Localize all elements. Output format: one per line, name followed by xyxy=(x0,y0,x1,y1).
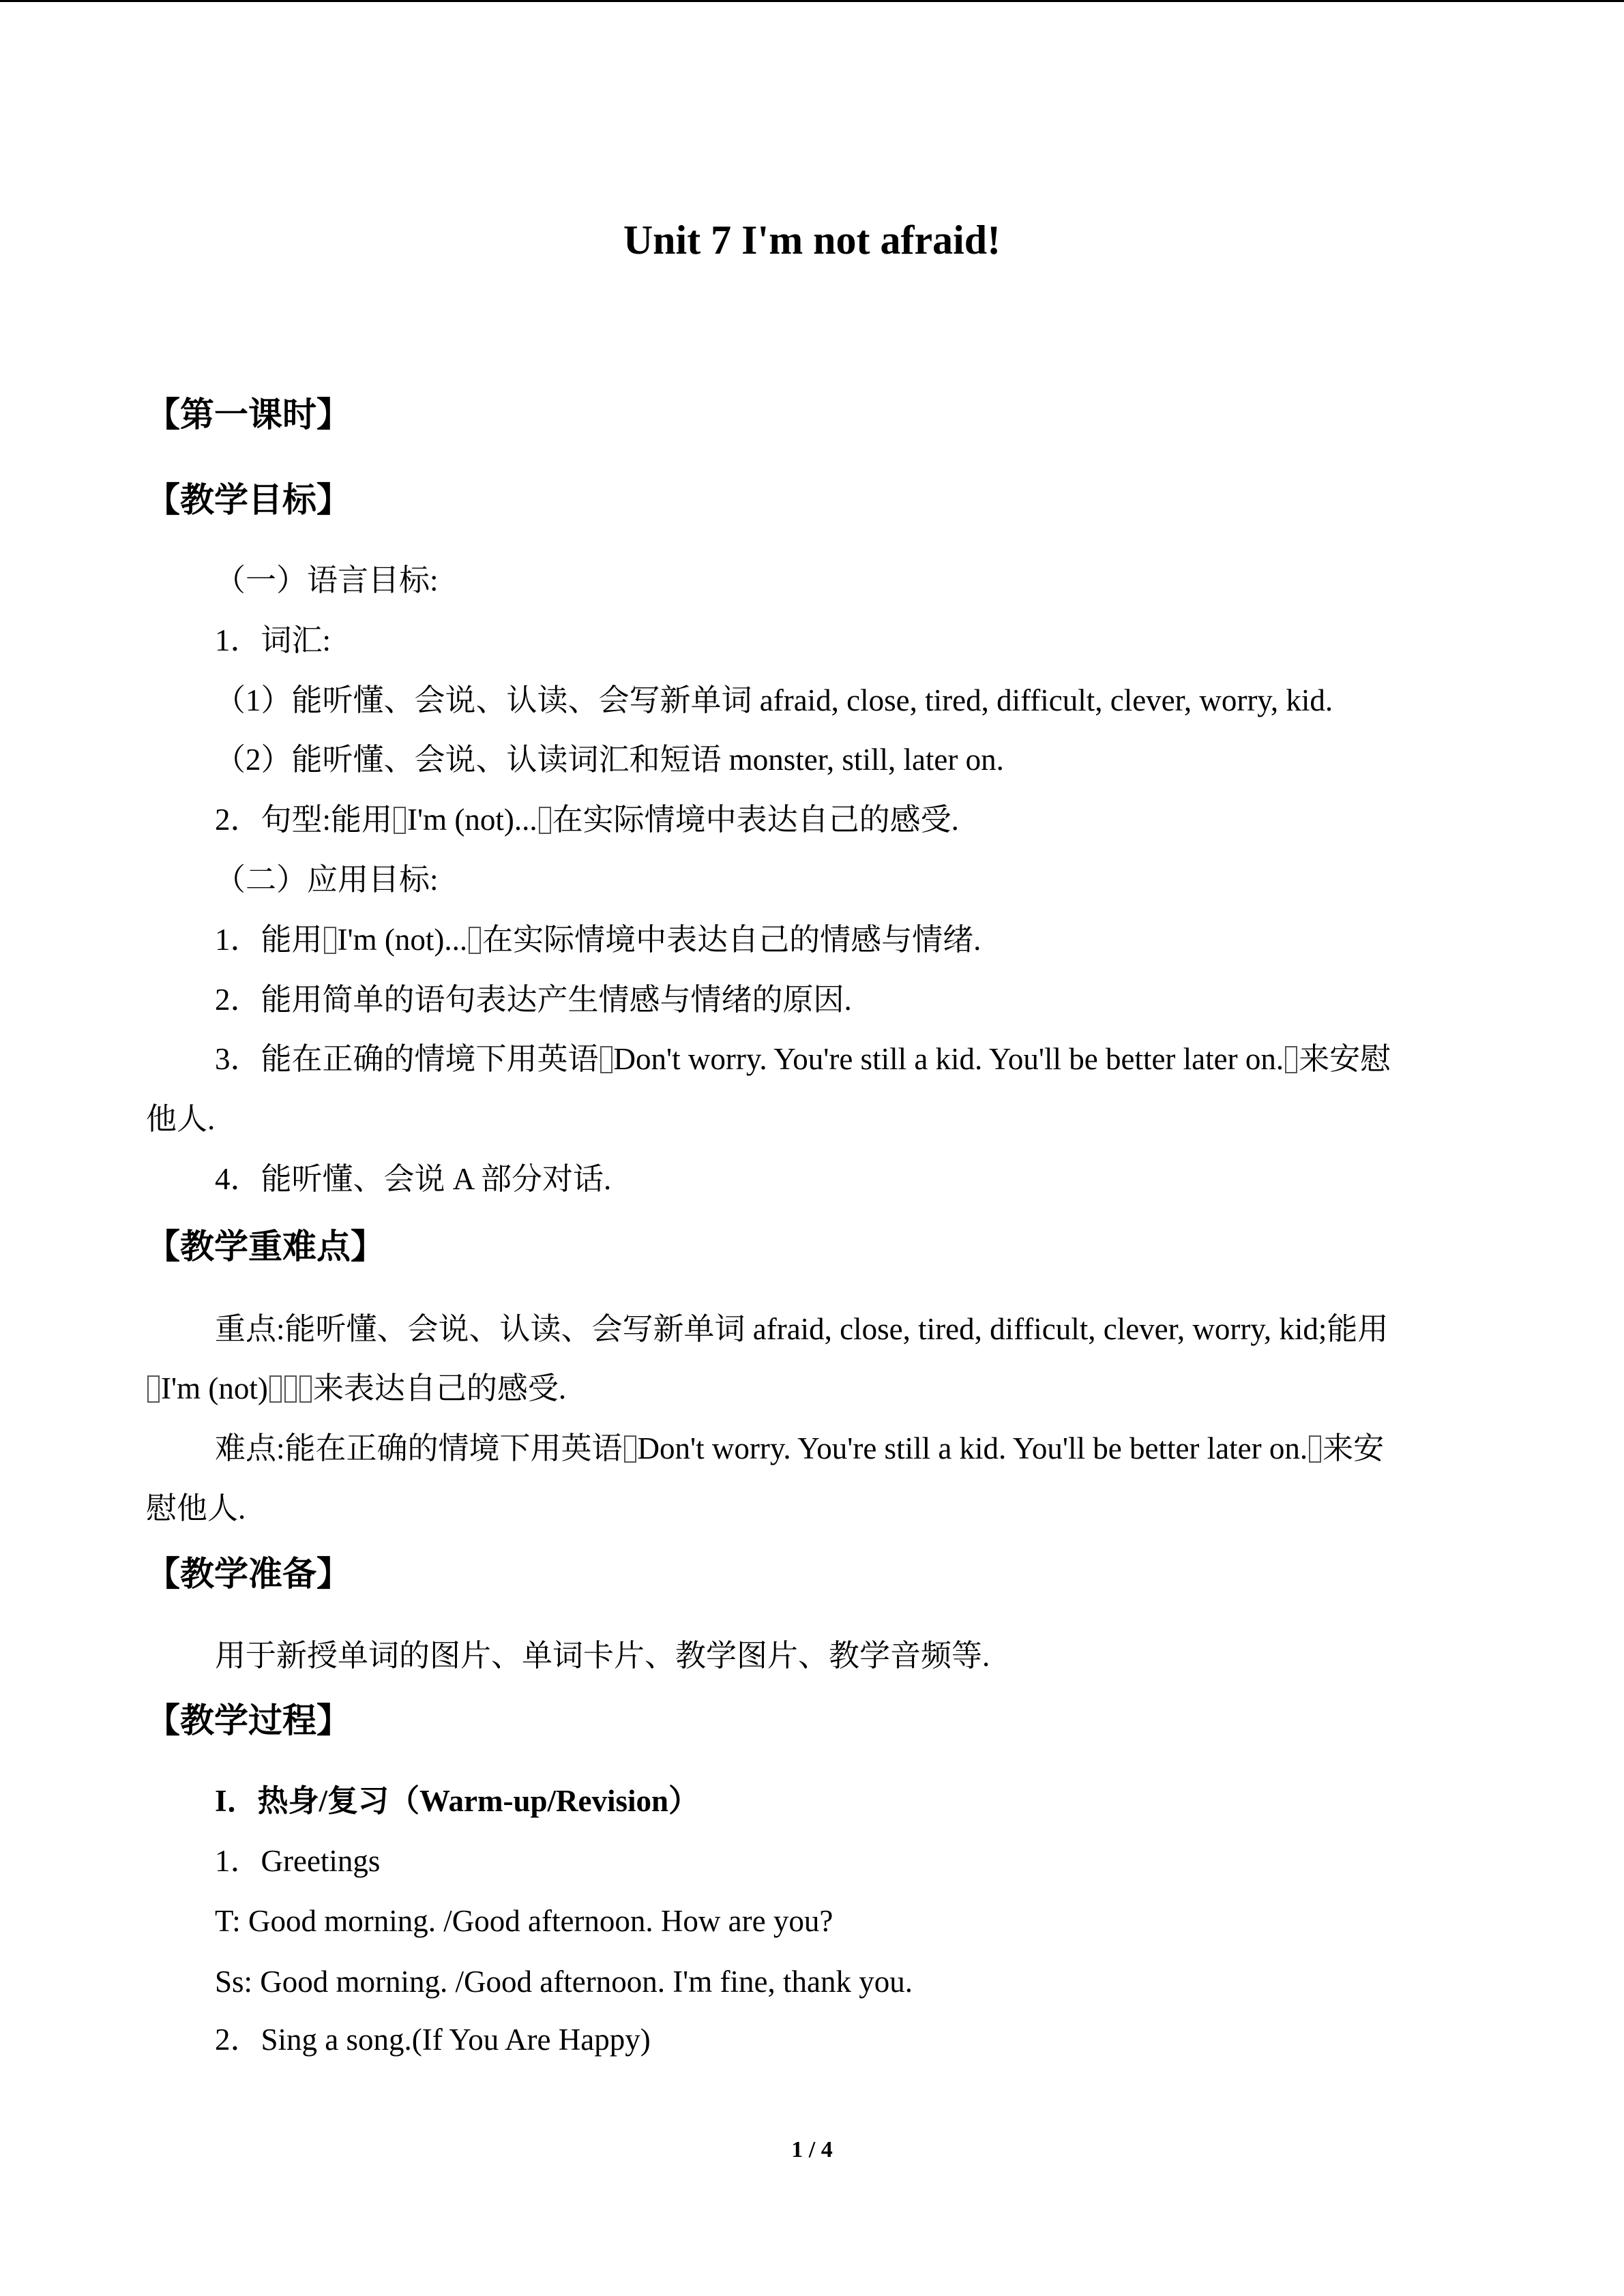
difficulty-suffix: 来安 xyxy=(1323,1431,1385,1465)
preparation-heading: 【教学准备】 xyxy=(146,1554,351,1594)
vocab-item-1: （1）能听懂、会说、认读、会写新单词 afraid, close, tired, difficult, clever, worry, kid. xyxy=(215,683,1333,717)
teacher-line: T: Good morning. /Good afternoon. How are you? xyxy=(215,1904,833,1938)
process-item-song: 2．Sing a song.(If You Are Happy) xyxy=(215,2023,651,2057)
missing-glyph-box xyxy=(539,807,551,834)
application-goal: （二）应用目标: xyxy=(215,863,439,897)
missing-glyph-box xyxy=(624,1435,636,1463)
missing-glyph-box xyxy=(299,1375,312,1403)
difficulty-phrase: Don't worry. You're still a kid. You'll be better later on. xyxy=(637,1431,1308,1465)
focus-suffix: 来表达自己的感受. xyxy=(312,1371,567,1405)
missing-glyph-box xyxy=(147,1375,160,1403)
application-item-1 xyxy=(215,919,981,961)
application-1-phrase: I'm (not)... xyxy=(337,923,468,957)
preparation-text: 用于新授单词的图片、单词卡片、教学图片、教学音频等. xyxy=(215,1639,990,1673)
application-3-prefix: 3．能在正确的情境下用英语 xyxy=(215,1042,599,1076)
warmup-step-heading: I．热身/复习（Warm-up/Revision） xyxy=(215,1784,700,1818)
focus-phrase: I'm (not) xyxy=(161,1371,268,1405)
missing-glyph-box xyxy=(324,927,336,954)
application-1-suffix: 在实际情境中表达自己的情感与情绪. xyxy=(482,923,981,957)
application-item-3-continued: 他人. xyxy=(146,1102,216,1136)
key-points-heading: 【教学重难点】 xyxy=(146,1227,385,1266)
sentence-pattern-suffix: 在实际情境中表达自己的感受. xyxy=(552,803,959,837)
missing-glyph-box xyxy=(394,807,406,834)
application-item-4: 4．能听懂、会说 A 部分对话. xyxy=(215,1162,612,1196)
lesson-heading: 【第一课时】 xyxy=(146,395,351,434)
application-item-2: 2．能用简单的语句表达产生情感与情绪的原因. xyxy=(215,983,852,1017)
focus-line: 重点:能听懂、会说、认读、会写新单词 afraid, close, tired, difficult, clever, worry, kid;能用 xyxy=(215,1312,1389,1346)
missing-glyph-box xyxy=(1285,1046,1297,1073)
vocab-label: 1．词汇: xyxy=(215,623,331,657)
difficulty-prefix: 难点:能在正确的情境下用英语 xyxy=(215,1431,623,1465)
application-3-phrase: Don't worry. You're still a kid. You'll be better later on. xyxy=(613,1042,1284,1076)
sentence-pattern-line xyxy=(215,799,959,841)
sentence-pattern-prefix: 2．句型:能用 xyxy=(215,803,393,837)
students-line: Ss: Good morning. /Good afternoon. I'm fine, thank you. xyxy=(215,1965,913,1999)
objectives-heading: 【教学目标】 xyxy=(146,480,351,520)
vocab-item-2: （2）能听懂、会说、认读词汇和短语 monster, still, later on. xyxy=(215,743,1004,777)
application-3-suffix: 来安慰 xyxy=(1299,1042,1391,1076)
missing-glyph-box xyxy=(284,1375,297,1403)
missing-glyph-box xyxy=(600,1046,612,1073)
process-item-greetings: 1．Greetings xyxy=(215,1844,381,1878)
difficulty-line-continued: 慰他人. xyxy=(146,1491,246,1525)
missing-glyph-box xyxy=(1309,1435,1321,1463)
application-1-prefix: 1．能用 xyxy=(215,923,323,957)
page-number: 1 / 4 xyxy=(791,2137,833,2162)
sentence-pattern-phrase: I'm (not)... xyxy=(407,803,537,837)
process-heading: 【教学过程】 xyxy=(146,1701,351,1740)
difficulty-line xyxy=(215,1427,1384,1470)
application-item-3 xyxy=(215,1038,1391,1080)
missing-glyph-box xyxy=(269,1375,282,1403)
document-title: Unit 7 I'm not afraid! xyxy=(623,218,1001,263)
focus-line-continued xyxy=(146,1367,566,1410)
missing-glyph-box xyxy=(469,927,481,954)
language-goal: （一）语言目标: xyxy=(215,563,439,597)
